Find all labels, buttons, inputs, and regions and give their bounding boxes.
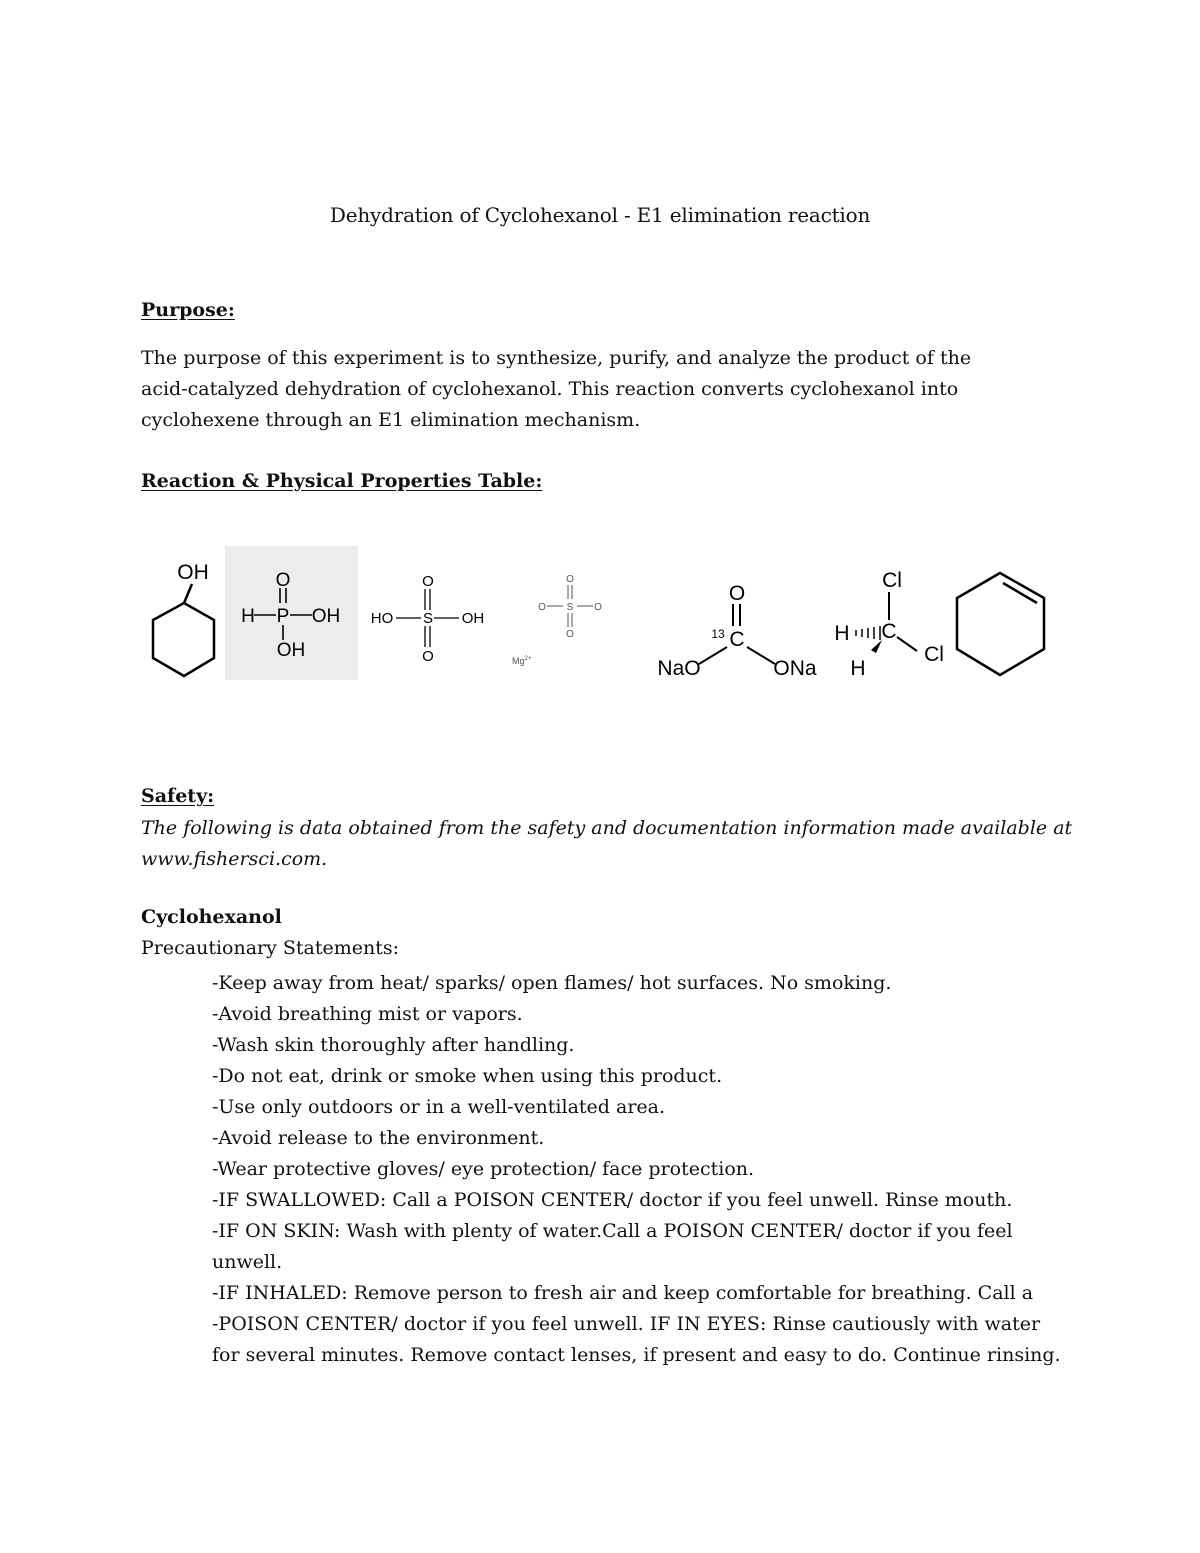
safety-intro — [141, 813, 1073, 875]
purpose-line: cyclohexene through an E1 elimination mechanism. — [141, 409, 641, 431]
phosphoric-acid-oh-right: OH — [311, 606, 341, 627]
phosphoric-acid-o: O — [275, 570, 291, 591]
sulfuric-acid-s: S — [422, 610, 434, 627]
purpose-line: The purpose of this experiment is to synthesize, purify, and analyze the product of the — [141, 347, 972, 369]
statement-line: -IF INHALED: Remove person to fresh air and keep comfortable for breathing. Call a — [212, 1282, 1034, 1304]
purpose-paragraph — [141, 343, 971, 436]
purpose-line: acid-catalyzed dehydration of cyclohexanol. This reaction converts cyclohexanol into — [141, 378, 959, 400]
cyclohexene-structure — [957, 573, 1044, 675]
statement-line: -Use only outdoors or in a well-ventilated area. — [212, 1096, 666, 1118]
sulfuric-acid-ho: HO — [370, 610, 394, 627]
sodium-carbonate-c: C — [729, 628, 745, 651]
sulfuric-acid-o-top: O — [422, 573, 434, 590]
dichloromethane-cl-right: Cl — [924, 643, 944, 666]
reaction-structures — [0, 530, 1200, 700]
sulfuric-acid-oh: OH — [461, 610, 485, 627]
magnesium-sulfate-o-right: O — [594, 602, 602, 613]
sodium-carbonate-ona: ONa — [773, 657, 817, 680]
magnesium-charge: 2+ — [524, 656, 532, 662]
statement-line: unwell. — [212, 1251, 283, 1273]
statement-line: -POISON CENTER/ doctor if you feel unwell. IF IN EYES: Rinse cautiously with water — [212, 1313, 1041, 1335]
magnesium-sulfate-o-left: O — [538, 602, 546, 613]
dichloromethane-c: C — [881, 620, 897, 643]
statement-line: -IF ON SKIN: Wash with plenty of water.Call a POISON CENTER/ doctor if you feel — [212, 1220, 1013, 1242]
statement-line: -Avoid release to the environment. — [212, 1127, 545, 1149]
magnesium-ion-label — [512, 656, 532, 666]
sulfuric-acid-o-bottom: O — [422, 648, 434, 665]
sodium-carbonate-isotope: 13 — [711, 627, 725, 641]
statement-line: -Wash skin thoroughly after handling. — [212, 1034, 575, 1056]
document-title: Dehydration of Cyclohexanol - E1 elimination reaction — [329, 203, 871, 227]
chemical-name: Cyclohexanol — [141, 906, 282, 928]
dichloromethane-cl-top: Cl — [882, 569, 902, 592]
phosphoric-acid-oh-bottom: OH — [276, 640, 306, 661]
statement-line: for several minutes. Remove contact lenses, if present and easy to do. Continue rinsing. — [212, 1344, 1061, 1366]
statement-line: -Wear protective gloves/ eye protection/ face protection. — [212, 1158, 755, 1180]
statement-line: -Avoid breathing mist or vapors. — [212, 1003, 523, 1025]
safety-heading: Safety: — [141, 785, 215, 807]
statement-line: -IF SWALLOWED: Call a POISON CENTER/ doctor if you feel unwell. Rinse mouth. — [212, 1189, 1013, 1211]
statement-line: -Do not eat, drink or smoke when using this product. — [212, 1065, 723, 1087]
precautionary-label: Precautionary Statements: — [141, 937, 400, 959]
phosphoric-acid-p: P — [276, 606, 290, 627]
safety-intro-line: The following is data obtained from the safety and documentation information made available at — [141, 817, 1073, 839]
sodium-carbonate-o: O — [728, 582, 746, 605]
magnesium-sulfate-o-top: O — [566, 574, 574, 585]
cyclohexanol-oh-label: OH — [177, 561, 209, 584]
reaction-table-heading: Reaction & Physical Properties Table: — [141, 470, 543, 492]
dichloromethane-h-bottom: H — [850, 657, 866, 680]
sodium-carbonate-nao: NaO — [657, 657, 701, 680]
phosphoric-acid-h: H — [241, 606, 255, 627]
dichloromethane-h-left: H — [834, 622, 850, 645]
purpose-heading: Purpose: — [141, 299, 235, 321]
magnesium-symbol: Mg — [512, 656, 525, 666]
safety-intro-line: www.fishersci.com. — [141, 848, 328, 870]
cyclohexanol-structure — [153, 584, 214, 676]
statement-line: -Keep away from heat/ sparks/ open flames/ hot surfaces. No smoking. — [212, 972, 892, 994]
magnesium-sulfate-s: S — [566, 602, 574, 613]
dichloromethane-wedge-bond — [871, 640, 882, 653]
precautionary-statements — [212, 968, 1072, 1371]
magnesium-sulfate-o-bottom: O — [566, 629, 574, 640]
